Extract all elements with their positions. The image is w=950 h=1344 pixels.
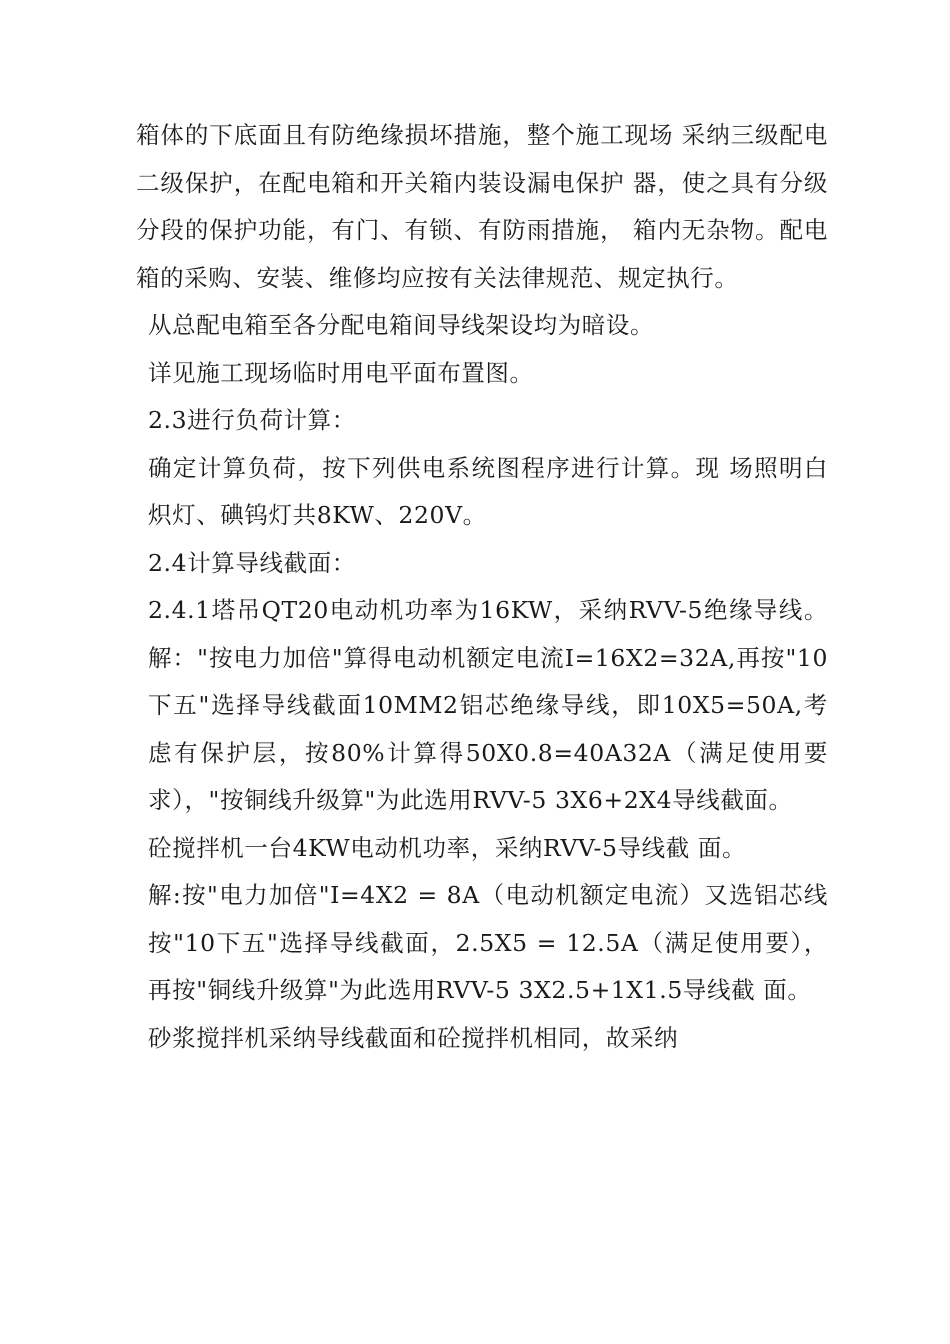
document-body bbox=[136, 112, 828, 1062]
paragraph-mortar-mixer: 砂浆搅拌机采纳导线截面和砼搅拌机相同，故采纳 bbox=[148, 1023, 679, 1052]
heading-load-calculation: 2.3进行负荷计算： bbox=[148, 406, 356, 434]
paragraph-distribution-box: 箱体的下底面且有防绝缘损坏措施，整个施工现场 采纳三级配电二级保护，在配电箱和开关箱内装设漏电保护 器，使之具有分级分段的保护功能，有门、有锁、有防雨措施， 箱内无杂物。配电箱的采购、安装、维修均应按有关法律规范、规定执行。 bbox=[136, 121, 828, 292]
heading-conductor-section: 2.4计算导线截面： bbox=[148, 548, 356, 577]
paragraph-concealed-wiring: 从总配电箱至各分配电箱间导线架设均为暗设。 bbox=[148, 311, 655, 339]
paragraph-calculated-load: 确定计算负荷，按下列供电系统图程序进行计算。现 场照明白炽灯、碘钨灯共8KW、220V。 bbox=[148, 453, 828, 529]
paragraph-layout-reference: 详见施工现场临时用电平面布置图。 bbox=[148, 358, 534, 387]
paragraph-concrete-mixer-solution: 解:按"电力加倍"I=4X2 = 8A（电动机额定电流）又选铝芯线按"10下五"选择导线截面，2.5X5 = 12.5A（满足使用要）， 再按"铜线升级算"为此选用RVV-5 3X2.5+1X1.5导线截 面。 bbox=[148, 881, 828, 1004]
paragraph-tower-crane: 2.4.1塔吊QT20电动机功率为16KW，采纳RVV-5绝缘导线。解："按电力加倍"算得电动机额定电流I=16X2=32A,再按"10下五"选择导线截面10MM2铝芯绝缘导线，即10X5=50A,考虑有保护层，按80%计算得50X0.8=40A32A（满足使用要求），"按铜线升级算"为此选用RVV-5 3X6+2X4导线截面。 bbox=[148, 596, 828, 814]
paragraph-concrete-mixer: 砼搅拌机一台4KW电动机功率，采纳RVV-5导线截 面。 bbox=[148, 833, 747, 862]
